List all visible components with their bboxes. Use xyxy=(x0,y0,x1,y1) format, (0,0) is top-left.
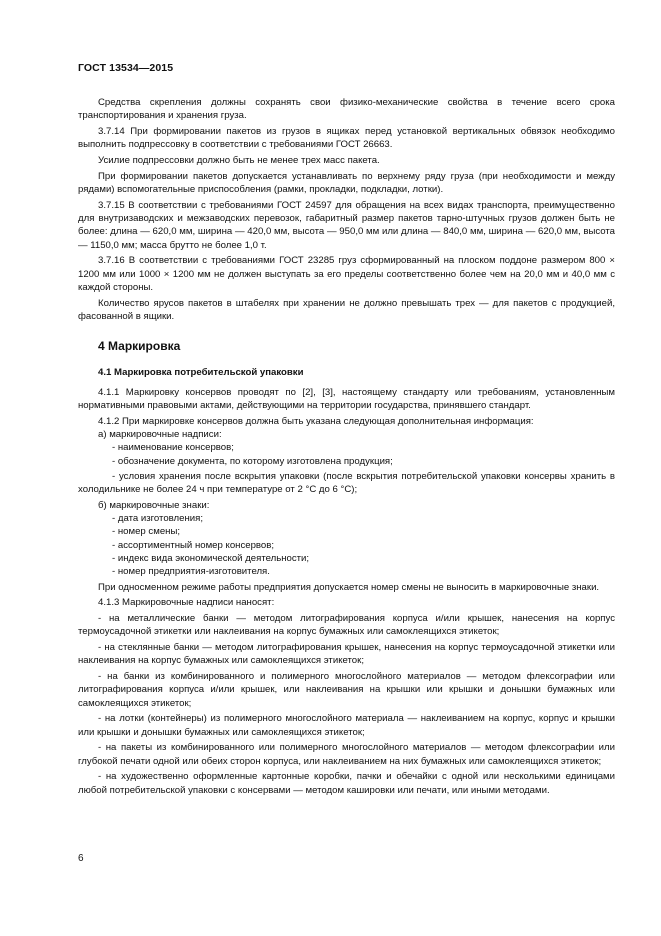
list-item-storage-conditions: - условия хранения после вскрытия упаковки (после вскрытия потребительской упаковки консервы хранить в холодильнике не более 24 ч при температуре от 2 °С до 6 °С); xyxy=(78,470,615,496)
list-a-items xyxy=(98,441,615,468)
list-b xyxy=(78,499,615,579)
paragraph-4-1-1: 4.1.1 Маркировку консервов проводят по [2], [3], настоящему стандарту или требованиям, установленным нормативными правовыми актами, действующими на территории государства, принявшего стандарт. xyxy=(78,386,615,411)
list-item: - наименование консервов; xyxy=(112,442,234,454)
list-a xyxy=(78,428,615,468)
marking-method-item: - на пакеты из комбинированного или полимерного многослойного материалов — методом флексографии или глубокой печати одной или обеих сторон корпуса, или наклеиванием на них бумажных или самоклеящихся этикеток; xyxy=(78,742,615,767)
section-title: 4 Маркировка xyxy=(98,339,181,354)
list-item: - обозначение документа, по которому изготовлена продукция; xyxy=(112,455,393,467)
list-b-items xyxy=(98,512,615,578)
marking-method-item: - на художественно оформленные картонные коробки, пачки и обечайки с одной или несколькими единицами любой потребительской упаковки с консервами — методом кашировки или печати, или иными методами. xyxy=(78,771,615,796)
paragraph: Средства скрепления должны сохранять свои физико-механические свойства в течение всего срока транспортирования и хранения груза. xyxy=(78,97,615,122)
list-a-label: а) маркировочные надписи: xyxy=(98,428,222,440)
paragraph: Количество ярусов пакетов в штабелях при хранении не должно превышать трех — для пакетов с продукцией, фасованной в ящики. xyxy=(78,297,615,322)
list-item: - номер предприятия-изготовителя. xyxy=(112,566,270,578)
marking-method-item: - на металлические банки — методом литографирования корпуса и/или крышек, нанесения на корпус термоусадочной этикетки или наклеивания на корпус бумажных или самоклеящихся этикеток; xyxy=(78,613,615,638)
list-b-label: б) маркировочные знаки: xyxy=(98,499,210,511)
document-body xyxy=(78,96,615,797)
list-item: - ассортиментный номер консервов; xyxy=(112,539,275,551)
list-item: - индекс вида экономической деятельности; xyxy=(112,553,310,565)
paragraph-shift-note: При односменном режиме работы предприятия допускается номер смены не выносить в маркировочные знаки. xyxy=(98,581,600,593)
subsection-title: 4.1 Маркировка потребительской упаковки xyxy=(98,367,304,379)
list-item: - номер смены; xyxy=(112,526,181,538)
paragraph-4-1-2: 4.1.2 При маркировке консервов должна быть указана следующая дополнительная информация: xyxy=(98,415,534,427)
paragraph: Усилие подпрессовки должно быть не менее трех масс пакета. xyxy=(98,154,380,166)
document-header: ГОСТ 13534—2015 xyxy=(78,62,174,74)
paragraph: При формировании пакетов допускается устанавливать по верхнему ряду груза (при необходимости и между рядами) вспомогательные приспособления (рамки, прокладки, подкладки, лотки). xyxy=(78,170,615,195)
marking-method-item: - на стеклянные банки — методом литографирования крышек, нанесения на корпус термоусадочной этикетки или наклеивания на корпус бумажных или самоклеящихся этикеток; xyxy=(78,641,615,667)
paragraph-3-7-15: 3.7.15 В соответствии с требованиями ГОСТ 24597 для обращения на всех видах транспорта, преимущественно для внутризаводских и межзаводских перевозок, габаритный размер пакетов тарно-штучных грузов должен быть не более: длина — 620,0 мм, ширина — 420,0 мм, высота — 950,0 мм или длина — 840,0 мм, ширина — 620,0 мм, высота — 1150,0 мм; масса брутто не более 1,0 т. xyxy=(78,199,615,251)
document-page xyxy=(78,62,615,799)
marking-method-item: - на лотки (контейнеры) из полимерного многослойного материала — наклеиванием на корпус, корпус и крышки или крышки и донышки бумажных или самоклеящихся этикеток; xyxy=(78,713,615,738)
paragraph-3-7-14: 3.7.14 При формировании пакетов из грузов в ящиках перед установкой вертикальных обвязок необходимо выполнить подпрессовку в соответствии с требованиями ГОСТ 26663. xyxy=(78,125,615,151)
page-number: 6 xyxy=(78,853,84,864)
paragraph-4-1-3: 4.1.3 Маркировочные надписи наносят: xyxy=(98,597,275,609)
list-item: - дата изготовления; xyxy=(112,513,203,525)
paragraph-3-7-16: 3.7.16 В соответствии с требованиями ГОСТ 23285 груз сформированный на плоском поддоне размером 800 × 1200 мм или 1000 × 1200 мм не должен выступать за его пределы соответственно более чем на 20,0 мм и 40,0 мм с каждой стороны. xyxy=(78,255,615,293)
marking-method-item: - на банки из комбинированного и полимерного многослойного материалов — методом флексографии или литографирования корпуса и/или крышек, или наклеивания на крышки или крышки и донышки бумажных или самоклеящихся этикеток; xyxy=(78,670,615,709)
